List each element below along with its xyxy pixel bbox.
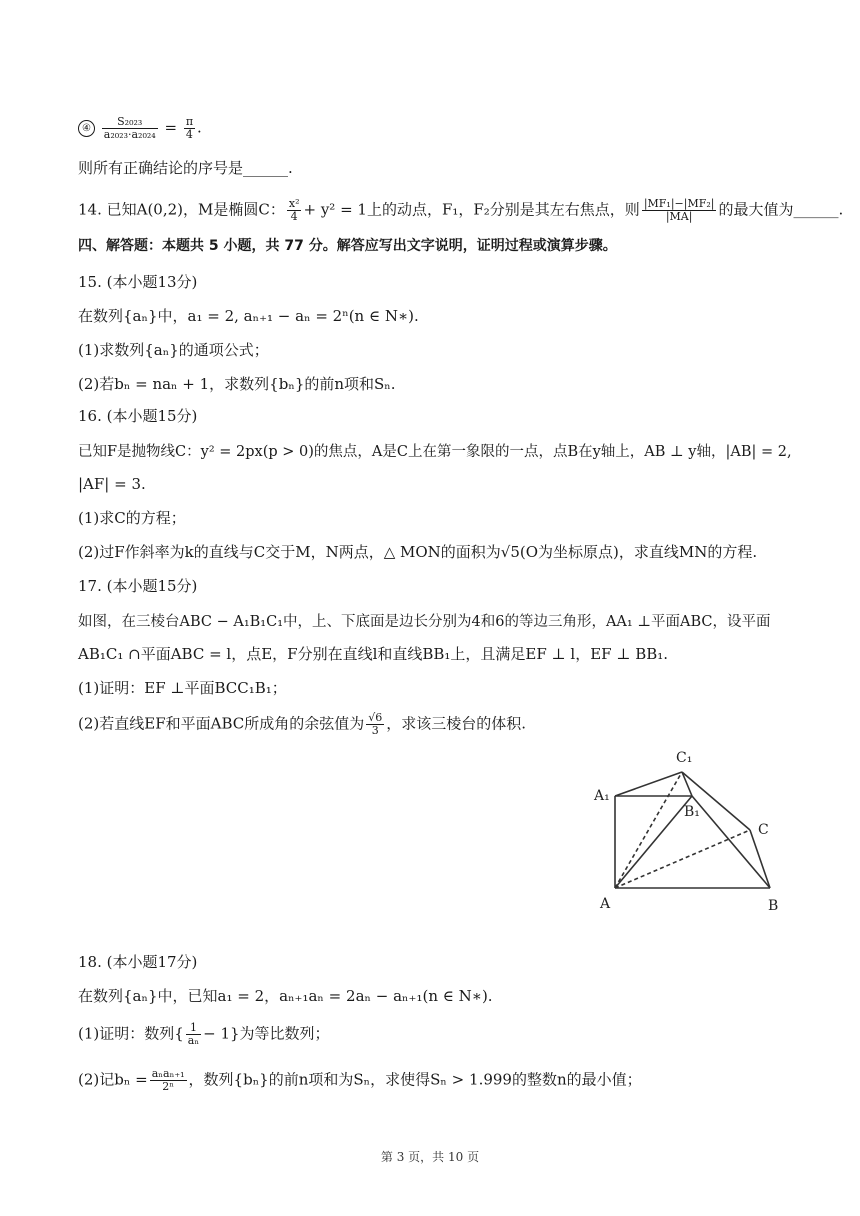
q16-stem-2: |AF| = 3. bbox=[78, 475, 146, 493]
section-heading: 四、解答题：本题共 5 小题，共 77 分。解答应写出文字说明，证明过程或演算步骤。 bbox=[78, 238, 617, 254]
edge-cb bbox=[750, 830, 770, 888]
sqrt6-over-3: $\frac{√6}{3}$ bbox=[368, 711, 383, 737]
q18-part1: (1)证明：数列{ $\frac{1}{\text{aₙ}}$ − 1}为等比数列； bbox=[78, 1021, 330, 1047]
q17-part1: (1)证明：EF ⊥平面BCC₁B₁； bbox=[78, 679, 287, 697]
label-a1: A₁ bbox=[594, 788, 610, 804]
q17-part2: (2)若直线EF和平面ABC所成角的余弦值为 $\frac{√6}{3}$ ，求该三棱台的体积. bbox=[78, 711, 527, 737]
edge-b1b bbox=[692, 796, 770, 888]
reciprocal-fraction: $\frac{1}{\text{aₙ}}$ bbox=[187, 1021, 200, 1047]
page-footer: 第 3 页，共 10 页 bbox=[380, 1150, 480, 1164]
label-c1: C₁ bbox=[676, 750, 693, 766]
q18-part2: (2)记bₙ = $\frac{\text{aₙaₙ₊₁}}{\text{2ⁿ}}$ ，数列{bₙ}的前n项和为Sₙ，求使得Sₙ > 1.999的整数n的最小值； bbox=[78, 1067, 642, 1093]
edge-ac-dashed bbox=[615, 830, 750, 888]
q16-head: 16. (本小题15分) bbox=[78, 407, 198, 425]
q17-stem-1: 如图，在三棱台ABC − A₁B₁C₁中，上、下底面是边长分别为4和6的等边三角形，AA₁ ⊥平面ABC，设平面 bbox=[78, 614, 771, 630]
edge-c1c bbox=[682, 772, 750, 830]
q15-head: 15. (本小题13分) bbox=[78, 273, 198, 291]
q16-part2: (2)过F作斜率为k的直线与C交于M，N两点，△ MON的面积为√5(O为坐标原点)，求直线MN的方程. bbox=[78, 543, 758, 561]
q15-part1: (1)求数列{aₙ}的通项公式； bbox=[78, 341, 269, 359]
edge-ab1 bbox=[615, 796, 692, 888]
ellipse-fraction: $\frac{\text{x²}}{4}$ bbox=[288, 197, 300, 223]
label-b1: B₁ bbox=[684, 804, 700, 820]
q17-head: 17. (本小题15分) bbox=[78, 577, 198, 595]
q14: 14. 已知A(0,2)，M是椭圆C： $\frac{\text{x²}}{4}$ + y² = 1上的动点，F₁，F₂分别是其左右焦点，则 $\frac{\text{|MF₁|−|MF₂|}}{|MA|}$ 的最大值为______. bbox=[78, 197, 844, 223]
bn-fraction: $\frac{\text{aₙaₙ₊₁}}{\text{2ⁿ}}$ bbox=[151, 1067, 185, 1093]
q16-stem-1: 已知F是抛物线C：y² = 2px(p > 0)的焦点，A是C上在第一象限的一点，点B在y轴上，AB ⊥ y轴，|AB| = 2, bbox=[78, 444, 792, 460]
fraction-s2023: $\frac{\text{S₂₀₂₃}}{\text{a₂₀₂₃·a₂₀₂₄}}$ bbox=[103, 115, 156, 141]
label-b: B bbox=[768, 898, 779, 914]
q18-head: 18. (本小题17分) bbox=[78, 953, 198, 971]
ratio-fraction: $\frac{\text{|MF₁|−|MF₂|}}{|MA|}$ bbox=[643, 197, 715, 223]
fraction-pi-over-4: $\frac{\pi}{4}$ bbox=[185, 115, 194, 141]
q13-ask: 则所有正确结论的序号是______. bbox=[78, 159, 293, 177]
q17-stem-2: AB₁C₁ ∩平面ABC = l，点E，F分别在直线l和直线BB₁上，且满足EF ⊥ l，EF ⊥ BB₁. bbox=[78, 645, 669, 663]
label-a: A bbox=[600, 896, 611, 912]
circled-number: ④ bbox=[78, 120, 95, 137]
q16-part1: (1)求C的方程； bbox=[78, 509, 186, 527]
q18-stem: 在数列{aₙ}中，已知a₁ = 2，aₙ₊₁aₙ = 2aₙ − aₙ₊₁(n ∈ N∗). bbox=[78, 987, 493, 1005]
q15-part2: (2)若bₙ = naₙ + 1，求数列{bₙ}的前n项和Sₙ. bbox=[78, 375, 396, 393]
frustum-figure bbox=[588, 744, 788, 914]
edge-ac1-dashed bbox=[615, 772, 682, 888]
label-c: C bbox=[758, 822, 769, 838]
edge-a1c1 bbox=[615, 772, 682, 796]
q13-item4: ④ $\frac{\text{S₂₀₂₃}}{\text{a₂₀₂₃·a₂₀₂₄}}$ = $\frac{\pi}{4}$ . bbox=[78, 116, 202, 141]
q15-stem: 在数列{aₙ}中，a₁ = 2, aₙ₊₁ − aₙ = 2ⁿ(n ∈ N∗). bbox=[78, 307, 419, 325]
